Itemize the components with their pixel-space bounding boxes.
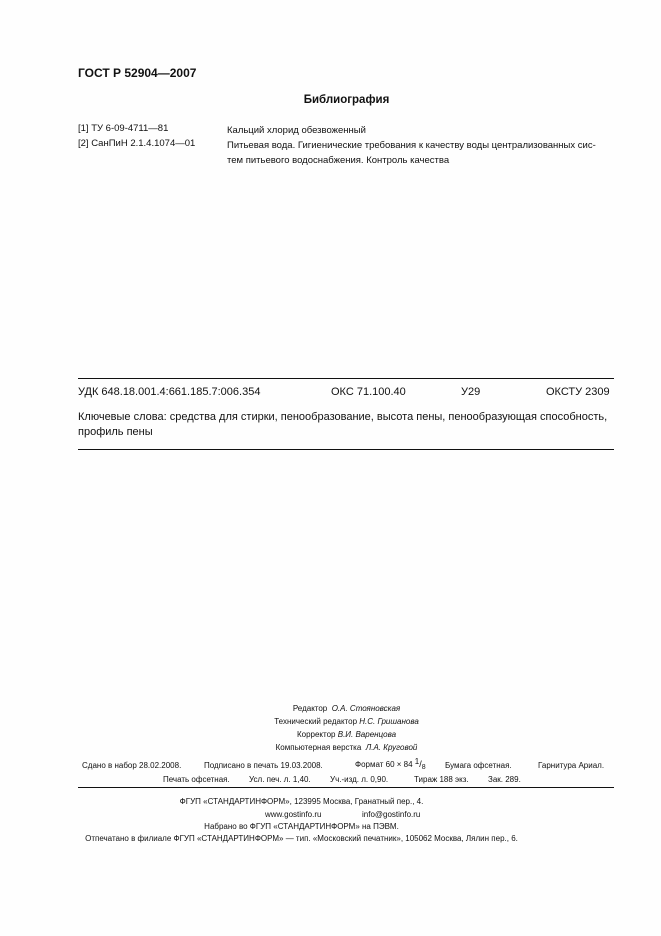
print-sheets: Усл. печ. л. 1,40.	[249, 775, 311, 784]
signed-date: Подписано в печать 19.03.2008.	[204, 761, 323, 770]
edition-sheets: Уч.-изд. л. 0,90.	[330, 775, 389, 784]
keywords: Ключевые слова: средства для стирки, пенообразование, высота пены, пенообразующая способность, профиль пены	[78, 411, 608, 438]
credit-name: В.И. Варенцова	[337, 730, 397, 739]
divider	[78, 449, 614, 450]
reference-text: Кальций хлорид обезвоженный	[227, 125, 366, 136]
reference-text-continued: тем питьевого водоснабжения. Контроль качества	[227, 155, 450, 166]
paper-type: Бумага офсетная.	[445, 761, 512, 770]
okstu-code: ОКСТУ 2309	[546, 386, 610, 398]
group-code: У29	[461, 386, 481, 398]
reference-number: [1] ТУ 6-09-4711—81	[78, 123, 169, 134]
reference-number: [2] СанПиН 2.1.4.1074—01	[78, 138, 196, 149]
document-id: ГОСТ Р 52904—2007	[78, 66, 197, 80]
bibliography-title: Библиография	[303, 94, 390, 106]
credit-tech-editor	[0, 717, 661, 726]
credit-role: Компьютерная верстка	[275, 743, 362, 752]
format	[355, 759, 426, 769]
divider	[78, 378, 614, 379]
fraction-numerator: 1	[414, 757, 420, 766]
credit-role: Редактор	[292, 704, 328, 713]
credit-editor	[0, 704, 661, 713]
credit-role: Корректор	[296, 730, 336, 739]
credit-layout	[0, 743, 661, 752]
credit-proofreader	[0, 730, 661, 739]
fraction-denominator: 8	[421, 764, 426, 771]
order-number: Зак. 289.	[488, 775, 521, 784]
reference-text: Питьевая вода. Гигиенические требования к качеству воды централизованных сис-	[227, 140, 596, 151]
typeset-info: Набрано во ФГУП «СТАНДАРТИНФОРМ» на ПЭВМ.	[204, 822, 399, 831]
credit-name: О.А. Стояновская	[331, 704, 401, 713]
print-type: Печать офсетная.	[163, 775, 230, 784]
credit-role: Технический редактор	[274, 717, 358, 726]
credit-name: Л.А. Круговой	[365, 743, 418, 752]
credit-name: Н.С. Гришанова	[359, 717, 419, 726]
circulation: Тираж 188 экз.	[414, 775, 469, 784]
publisher-email[interactable]: info@gostinfo.ru	[362, 810, 421, 819]
typeface: Гарнитура Ариал.	[538, 761, 605, 770]
submitted-date: Сдано в набор 28.02.2008.	[82, 761, 182, 770]
oks-code: ОКС 71.100.40	[331, 386, 406, 398]
udk-code: УДК 648.18.001.4:661.185.7:006.354	[78, 386, 261, 398]
fraction: $1/_8$	[414, 757, 426, 771]
printed-info: Отпечатано в филиале ФГУП «СТАНДАРТИНФОРМ» — тип. «Московский печатник», 105062 Москва, Лялин пер., 6.	[85, 834, 518, 843]
publisher-address: ФГУП «СТАНДАРТИНФОРМ», 123995 Москва, Гранатный пер., 4.	[179, 797, 424, 806]
format-text: Формат 60 × 84	[355, 760, 413, 769]
publisher-website[interactable]: www.gostinfo.ru	[265, 810, 322, 819]
divider	[78, 787, 614, 788]
